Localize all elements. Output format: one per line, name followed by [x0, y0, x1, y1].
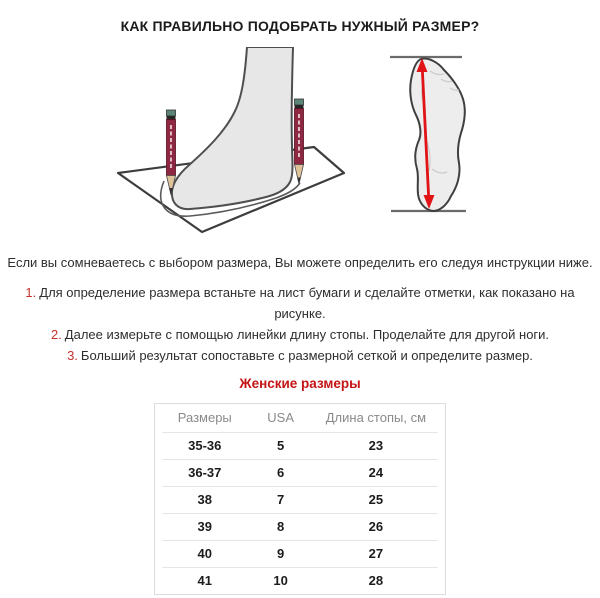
instruction-number: 1.: [25, 285, 37, 300]
table-cell: 24: [314, 460, 438, 487]
table-cell: 35-36: [162, 433, 248, 460]
table-row: [162, 433, 438, 460]
column-header-sizes: Размеры: [162, 404, 248, 433]
table-row: [162, 514, 438, 541]
table-cell: 36-37: [162, 460, 248, 487]
table-cell: 10: [273, 573, 288, 588]
page-title: КАК ПРАВИЛЬНО ПОДОБРАТЬ НУЖНЫЙ РАЗМЕР?: [120, 18, 480, 34]
table-cell: 9: [248, 541, 314, 568]
size-table: [154, 403, 446, 595]
instruction-item-1: [0, 282, 600, 324]
table-cell: 40: [162, 541, 248, 568]
foot-measurement-illustration: [92, 47, 352, 239]
column-header-usa: USA: [248, 404, 314, 433]
table-cell: 28: [368, 573, 384, 588]
table-cell: 39: [162, 514, 248, 541]
size-table-heading: Женские размеры: [239, 376, 361, 391]
illustrations-row: [0, 47, 600, 239]
table-cell: 8: [248, 514, 314, 541]
table-row: [162, 460, 438, 487]
column-header-foot-length: Длина стопы, см: [314, 404, 438, 433]
instruction-text: Далее измерьте с помощью линейки длину стопы. Проделайте для другой ноги.: [64, 327, 550, 342]
instruction-item-3: [0, 345, 600, 366]
table-row: [162, 487, 438, 514]
intro-text: Если вы сомневаетесь с выбором размера, Вы можете определить его следуя инструкции ниже.: [7, 255, 593, 270]
table-cell: 27: [314, 541, 438, 568]
table-cell: 26: [314, 514, 438, 541]
table-row: [162, 541, 438, 568]
instruction-number: 2.: [50, 327, 62, 342]
instruction-text: Больший результат сопоставьте с размерной сеткой и определите размер.: [80, 348, 533, 363]
table-cell: 38: [162, 487, 248, 514]
table-cell: 25: [314, 487, 438, 514]
footprint-length-illustration: [378, 47, 508, 237]
instructions-list: [0, 282, 600, 366]
table-cell: 7: [248, 487, 314, 514]
foot-silhouette: [172, 47, 293, 209]
table-cell: 41: [197, 573, 212, 588]
table-cell: 6: [248, 460, 314, 487]
pencil-right-icon: [295, 99, 304, 184]
table-header-row: [162, 404, 438, 433]
instruction-number: 3.: [67, 348, 78, 363]
footprint-shape: [410, 59, 465, 211]
table-row: [162, 568, 438, 595]
instruction-text: Для определение размера встаньте на лист бумаги и сделайте отметки, как показано на рисунке.: [39, 285, 575, 321]
table-cell: 23: [314, 433, 438, 460]
pencil-left-icon: [167, 110, 176, 195]
instruction-item-2: [0, 324, 600, 345]
table-cell: 5: [248, 433, 314, 460]
